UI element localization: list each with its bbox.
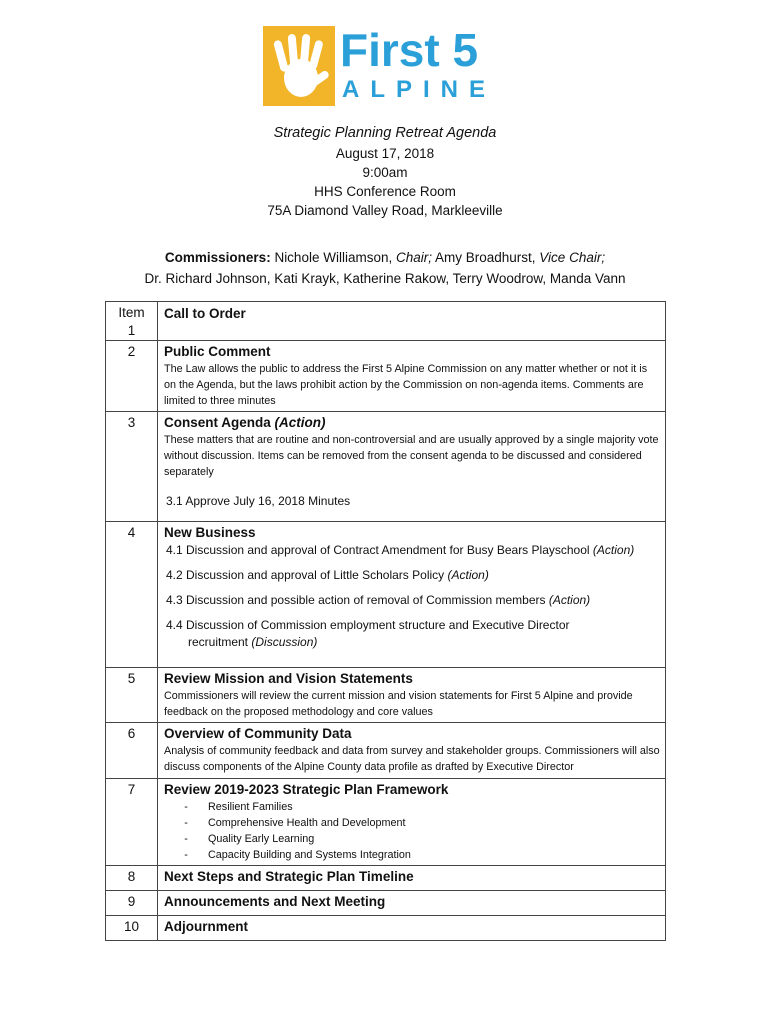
meeting-date: August 17, 2018 bbox=[335, 146, 435, 161]
item-body bbox=[158, 723, 666, 779]
item-description: Analysis of community feedback and data from survey and stakeholder groups. Commissioners will also discuss components of the Alpine County data profile as drafted by Executive Director bbox=[164, 745, 660, 773]
item-description: Commissioners will review the current mission and vision statements for First 5 Alpine and provide feedback on the proposed methodology and core values bbox=[164, 690, 633, 718]
sub-item: 3.1 Approve July 16, 2018 Minutes bbox=[166, 494, 351, 508]
item-title: Adjournment bbox=[164, 919, 248, 934]
item-body bbox=[158, 302, 666, 341]
sub-item bbox=[166, 592, 661, 609]
item-title: Overview of Community Data bbox=[164, 726, 352, 741]
list-item: - Resilient Families bbox=[184, 801, 293, 813]
sub-item-text: 4.2 Discussion and approval of Little Scholars Policy bbox=[166, 568, 448, 582]
sub-item-tag: (Action) bbox=[548, 593, 591, 607]
agenda-table bbox=[105, 301, 666, 941]
commissioners-line-2: Dr. Richard Johnson, Kati Krayk, Katherine Rakow, Terry Woodrow, Manda Vann bbox=[144, 271, 626, 286]
table-row bbox=[106, 412, 666, 522]
item-body bbox=[158, 522, 666, 668]
commissioners-line-1 bbox=[0, 247, 770, 269]
list-item-text: Resilient Families bbox=[208, 801, 293, 813]
item-description: These matters that are routine and non-controversial and are usually approved by a single majority vote without discussion. Items can be removed from the consent agenda to be discussed and considered separately bbox=[164, 434, 659, 478]
sub-item-tag: (Action) bbox=[447, 568, 489, 582]
item-title: Public Comment bbox=[164, 344, 271, 359]
item-number bbox=[106, 302, 158, 341]
item-number: 5 bbox=[106, 668, 158, 723]
item-number: 3 bbox=[106, 412, 158, 522]
item-column-label: Item bbox=[118, 305, 145, 320]
sub-item-continued bbox=[188, 634, 661, 651]
item-number: 7 bbox=[106, 779, 158, 866]
table-row bbox=[106, 866, 666, 891]
item-title: Call to Order bbox=[164, 306, 246, 321]
item-body bbox=[158, 412, 666, 522]
item-description: The Law allows the public to address the First 5 Alpine Commission on any matter whether or not it is on the Agenda, but the laws prohibit action by the Commission on non-agenda items. Comments are limited to three minutes bbox=[164, 363, 648, 407]
list-item: - Capacity Building and Systems Integration bbox=[184, 849, 411, 861]
table-row bbox=[106, 522, 666, 668]
item-body bbox=[158, 891, 666, 916]
agenda-title: Strategic Planning Retreat Agenda bbox=[273, 125, 497, 141]
item-body bbox=[158, 779, 666, 866]
commissioner-vice-chair-name: Amy Broadhurst, bbox=[432, 250, 540, 265]
sub-item bbox=[166, 567, 661, 584]
table-row bbox=[106, 723, 666, 779]
hand-icon bbox=[263, 26, 335, 106]
item-title-tag: (Action) bbox=[274, 415, 326, 430]
item-number: 8 bbox=[106, 866, 158, 891]
item-number: 2 bbox=[106, 341, 158, 412]
meeting-time: 9:00am bbox=[362, 165, 408, 180]
table-row bbox=[106, 916, 666, 941]
item-title: Review Mission and Vision Statements bbox=[164, 671, 413, 686]
vice-chair-role: Vice Chair; bbox=[539, 250, 606, 265]
list-item-text: Quality Early Learning bbox=[208, 833, 315, 845]
list-item-text: Capacity Building and Systems Integration bbox=[208, 849, 411, 861]
sub-item: 4.4 Discussion of Commission employment structure and Executive Director bbox=[166, 618, 570, 632]
sub-item-tag: (Action) bbox=[592, 543, 635, 557]
item-title bbox=[164, 414, 661, 432]
sub-item-tag: (Discussion) bbox=[251, 635, 318, 649]
commissioner-chair-name: Nichole Williamson, bbox=[270, 250, 396, 265]
sub-item-text: 4.1 Discussion and approval of Contract Amendment for Busy Bears Playschool bbox=[166, 543, 593, 557]
item-num: 1 bbox=[127, 323, 136, 338]
chair-role: Chair; bbox=[395, 250, 432, 265]
table-row bbox=[106, 302, 666, 341]
table-row bbox=[106, 891, 666, 916]
item-body bbox=[158, 341, 666, 412]
item-title: Next Steps and Strategic Plan Timeline bbox=[164, 869, 414, 884]
table-row bbox=[106, 341, 666, 412]
table-row bbox=[106, 779, 666, 866]
table-row bbox=[106, 668, 666, 723]
logo-word-alpine: ALPINE bbox=[342, 76, 497, 103]
sub-item-text: recruitment bbox=[188, 635, 252, 649]
item-body bbox=[158, 866, 666, 891]
item-number: 6 bbox=[106, 723, 158, 779]
item-body bbox=[158, 916, 666, 941]
item-title: Review 2019-2023 Strategic Plan Framework bbox=[164, 782, 449, 797]
item-body bbox=[158, 668, 666, 723]
commissioners-label: Commissioners: bbox=[164, 250, 271, 265]
meeting-room: HHS Conference Room bbox=[314, 184, 456, 199]
item-title: New Business bbox=[164, 525, 256, 540]
item-number: 4 bbox=[106, 522, 158, 668]
item-title: Announcements and Next Meeting bbox=[164, 894, 386, 909]
list-item-text: Comprehensive Health and Development bbox=[208, 817, 406, 829]
sub-item bbox=[166, 542, 661, 559]
logo-word-first5: First 5 bbox=[340, 24, 479, 76]
meeting-address: 75A Diamond Valley Road, Markleeville bbox=[267, 203, 503, 218]
list-item: - Quality Early Learning bbox=[184, 833, 315, 845]
item-title-text: Consent Agenda bbox=[164, 415, 275, 430]
item-number: 10 bbox=[106, 916, 158, 941]
item-number: 9 bbox=[106, 891, 158, 916]
sub-item-text: 4.3 Discussion and possible action of removal of Commission members bbox=[166, 593, 549, 607]
list-item: - Comprehensive Health and Development bbox=[184, 817, 406, 829]
